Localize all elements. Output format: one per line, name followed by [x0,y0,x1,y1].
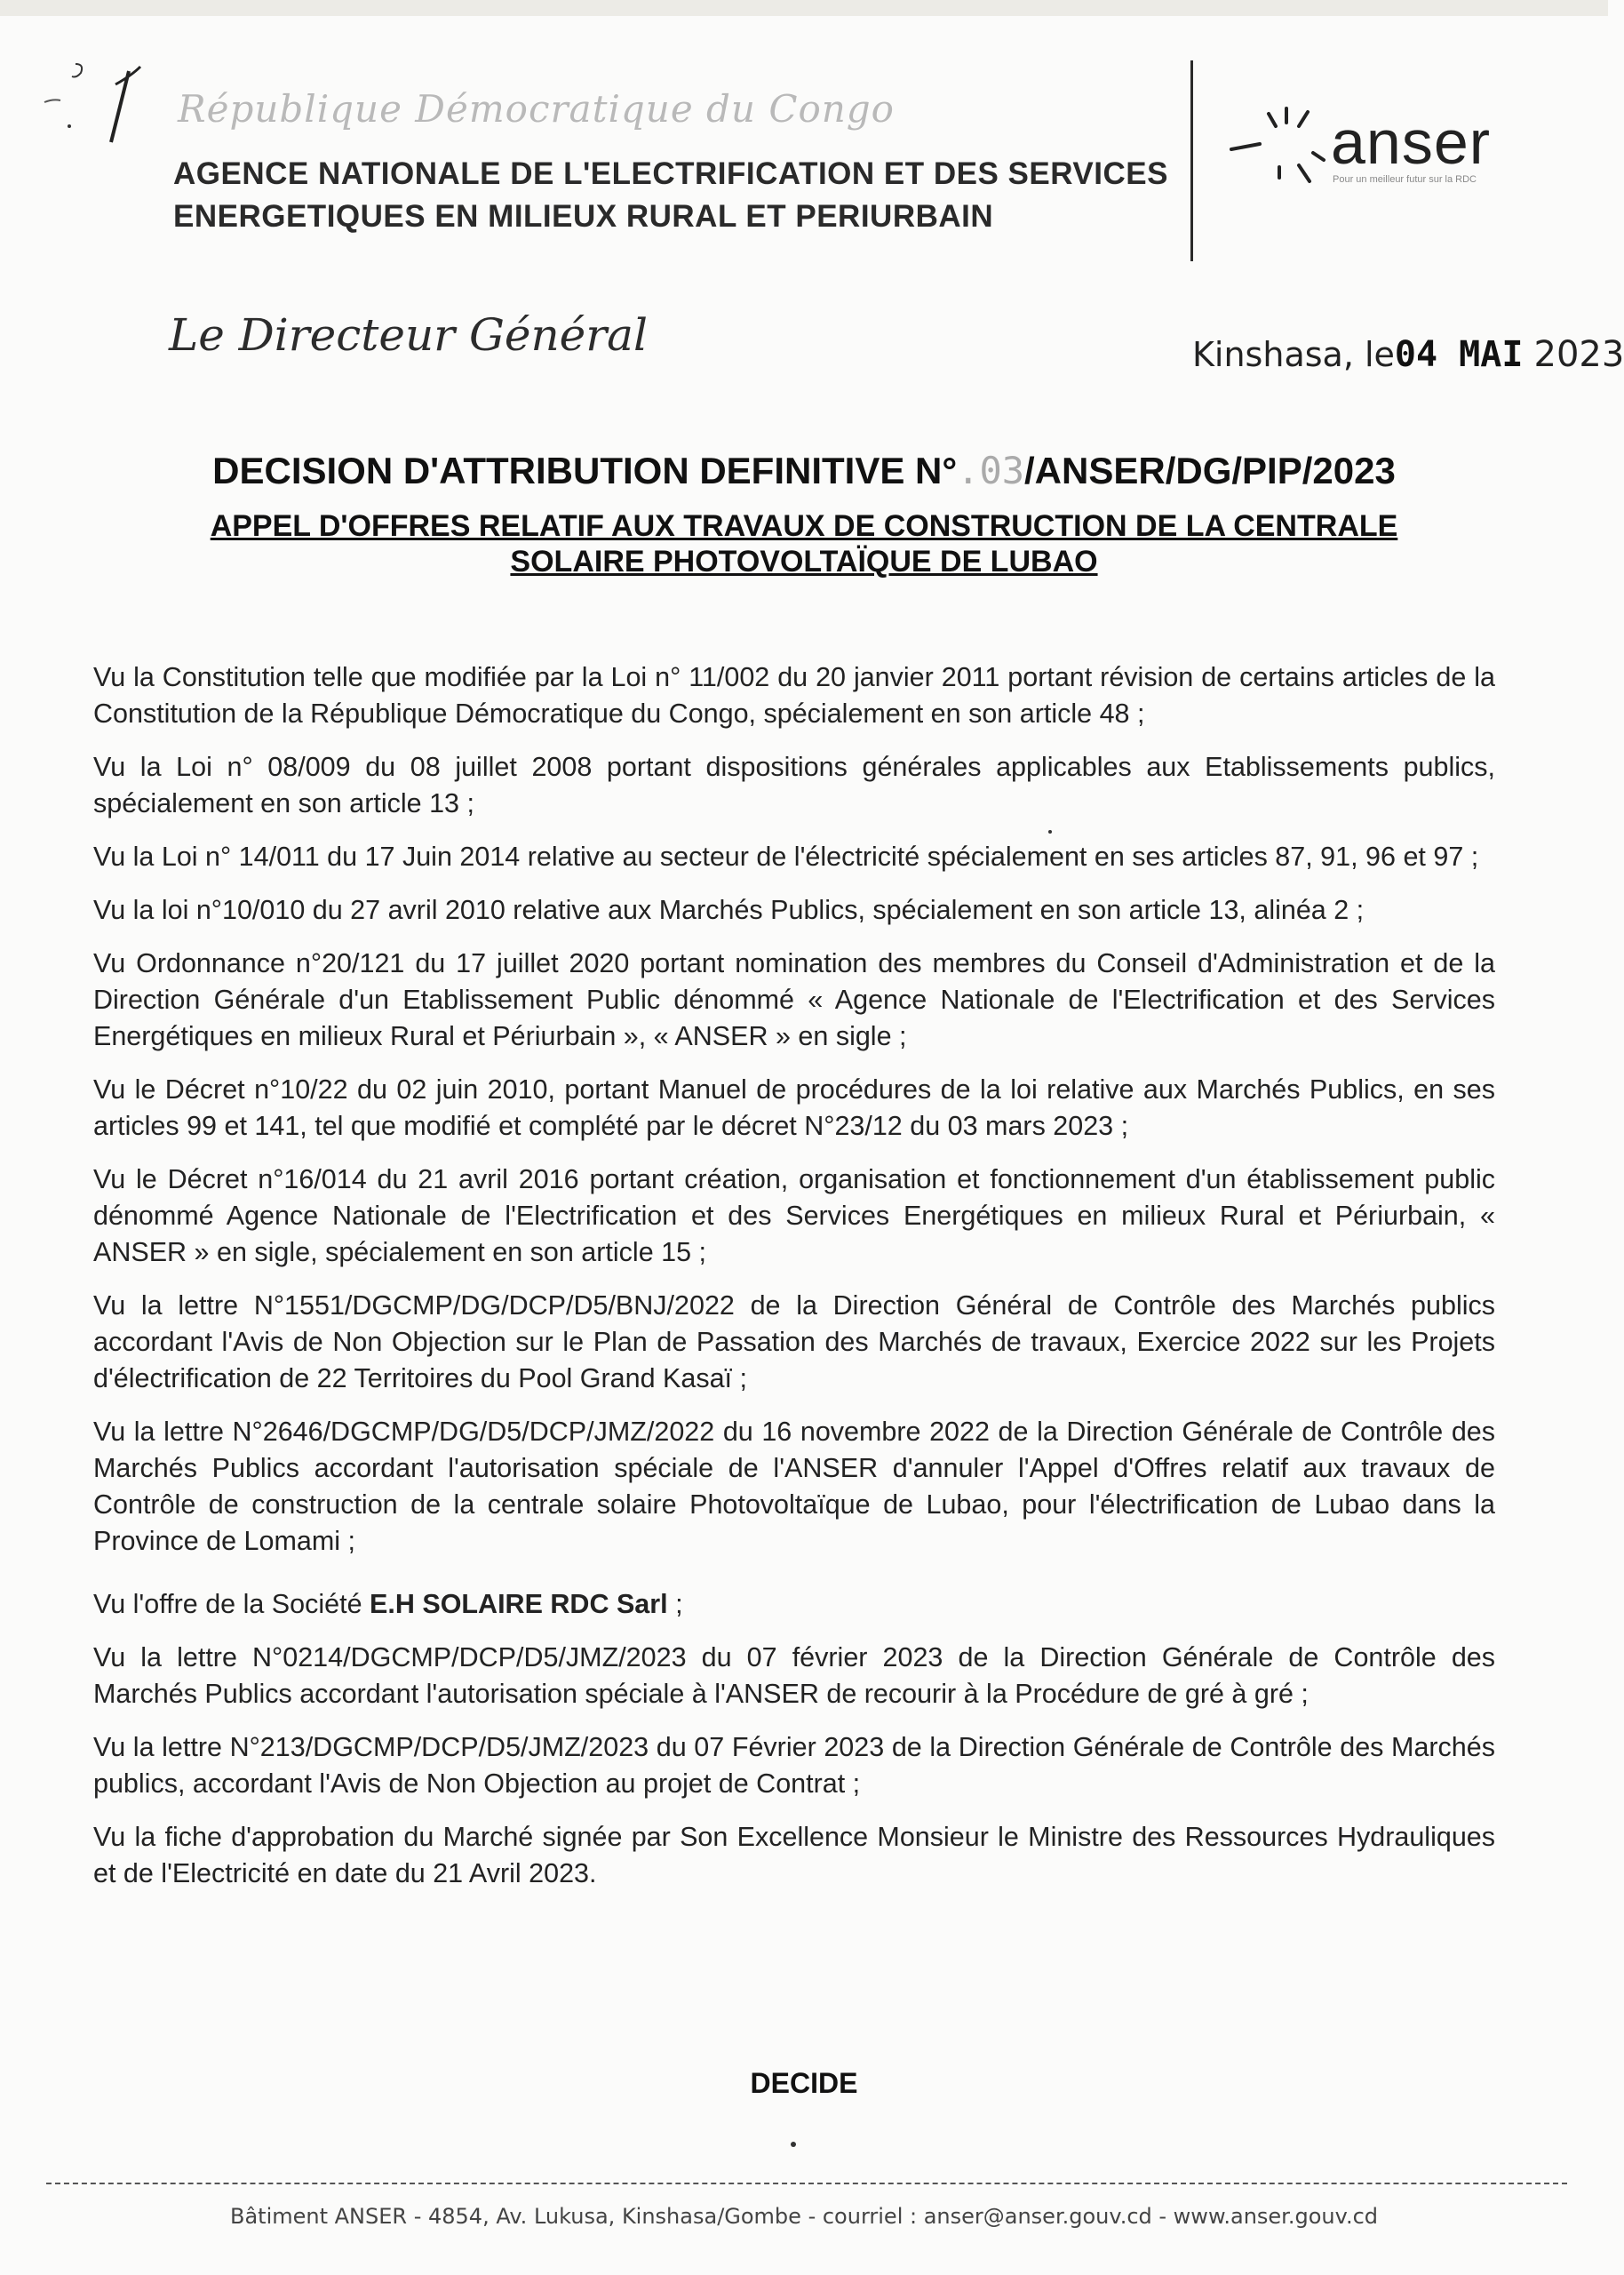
footer-divider [46,2183,1567,2184]
consideration-paragraph: Vu la lettre N°1551/DGCMP/DG/DCP/D5/BNJ/2022 de la Direction Général de Contrôle des Marchés publics accordant l'Avis de Non Objection sur le Plan de Passation des Marchés de travaux, Exercice 2022 sur les Projets d'électrification de 22 Territoires du Pool Grand Kasaï ; [93,1290,1495,1393]
consideration-paragraph: Vu le Décret n°10/22 du 02 juin 2010, portant Manuel de procédures de la loi relative aux Marchés Publics, en ses articles 99 et 141, tel que modifié et complété par le décret N°23/12 du 03 mars 2023 ; [93,1074,1495,1141]
consideration-paragraph: Vu la Constitution telle que modifiée par la Loi n° 11/002 du 20 janvier 2011 portant révision de certains articles de la Constitution de la République Démocratique du Congo, spécialement en son article 48 ; [93,662,1495,729]
decision-title [0,449,1608,492]
agency-line-2: ENERGETIQUES EN MILIEUX RURAL ET PERIURBAIN [173,199,994,234]
anser-logo [1224,89,1526,222]
decision-number: .03 [957,449,1025,492]
consideration-paragraph: Vu la Loi n° 14/011 du 17 Juin 2014 relative au secteur de l'électricité spécialement en ses articles 87, 91, 96 et 97 ; [93,842,1479,872]
company-name: E.H SOLAIRE RDC Sarl [370,1589,668,1619]
handwritten-mark-icon [27,53,151,151]
title-prefix: DECISION D'ATTRIBUTION DEFINITIVE N° [212,450,958,491]
consideration-paragraph: Vu la loi n°10/010 du 27 avril 2010 relative aux Marchés Publics, spécialement en son article 13, alinéa 2 ; [93,895,1365,925]
title-suffix: /ANSER/DG/PIP/2023 [1024,450,1396,491]
footer-address: Bâtiment ANSER - 4854, Av. Lukusa, Kinshasa/Gombe - courriel : anser@anser.gouv.cd - www.anser.gouv.cd [229,2204,1378,2229]
scan-speck [791,2142,796,2147]
consideration-paragraph: Vu Ordonnance n°20/121 du 17 juillet 2020 portant nomination des membres du Conseil d'Administration et de la Direction Générale d'un Etablissement Public dénommé « Agence Nationale de l'Electrification et des Services Energétiques en milieux Rural et Périurbain », « ANSER » en sigle ; [93,948,1495,1051]
scan-speck [1048,830,1052,834]
signatory-title: Le Directeur Général [169,309,648,361]
decision-subtitle [0,508,1608,579]
consideration-paragraph: Vu la lettre N°213/DGCMP/DCP/D5/JMZ/2023 du 07 Février 2023 de la Direction Générale de Contrôle des Marchés publics, accordant l'Avis de Non Objection au projet de Contrat ; [93,1732,1495,1799]
subtitle-line-1: APPEL D'OFFRES RELATIF AUX TRAVAUX DE CONSTRUCTION DE LA CENTRALE [210,509,1398,543]
consideration-paragraph: Vu le Décret n°16/014 du 21 avril 2016 portant création, organisation et fonctionnement d'un établissement public dénommé Agence Nationale de l'Electrification et des Services Energétiques en milieux Rural et Périurbain, « ANSER » en sigle, spécialement en son article 15 ; [93,1164,1495,1267]
consideration-paragraph: Vu la lettre N°2646/DGCMP/DG/D5/DCP/JMZ/2022 du 16 novembre 2022 de la Direction Générale de Contrôle des Marchés Publics accordant l'autorisation spéciale de l'ANSER d'annuler l'Appel d'Offres relatif aux travaux de Contrôle de construction de la centrale solaire Photovoltaïque de Lubao, pour l'électrification de Lubao dans la Province de Lomami ; [93,1417,1495,1556]
decide-heading: DECIDE [750,2067,858,2099]
date-year: 2023 [1533,334,1624,375]
consideration-paragraph: Vu la lettre N°0214/DGCMP/DCP/D5/JMZ/2023 du 07 février 2023 de la Direction Générale de Contrôle des Marchés Publics accordant l'autorisation spéciale à l'ANSER de recourir à la Procédure de gré à gré ; [93,1642,1495,1709]
agency-name [173,153,1168,238]
consideration-paragraph: Vu la Loi n° 08/009 du 08 juillet 2008 portant dispositions générales applicables aux Etablissements publics, spécialement en son article 13 ; [93,752,1495,818]
scan-top-band [0,0,1608,16]
logo-wordmark: anser [1331,108,1492,177]
country-name: République Démocratique du Congo [178,87,895,131]
offer-prefix: Vu l'offre de la Société [93,1589,370,1619]
date-stamp: 04 MAI [1394,334,1524,375]
sunburst-icon [1224,89,1340,204]
offer-paragraph [93,1586,1495,1623]
header-divider [1190,60,1193,261]
logo-tagline: Pour un meilleur futur sur la RDC [1333,174,1477,185]
subtitle-line-2: SOLAIRE PHOTOVOLTAÏQUE DE LUBAO [510,545,1098,579]
offer-suffix: ; [667,1589,683,1619]
consideration-paragraph: Vu la fiche d'approbation du Marché signée par Son Excellence Monsieur le Ministre des Ressources Hydrauliques et de l'Electricité en date du 21 Avril 2023. [93,1822,1495,1888]
considerations-body [93,659,1495,1909]
document-date [1192,334,1624,375]
date-prefix: Kinshasa, le [1192,335,1395,374]
agency-line-1: AGENCE NATIONALE DE L'ELECTRIFICATION ET DES SERVICES [173,156,1168,191]
